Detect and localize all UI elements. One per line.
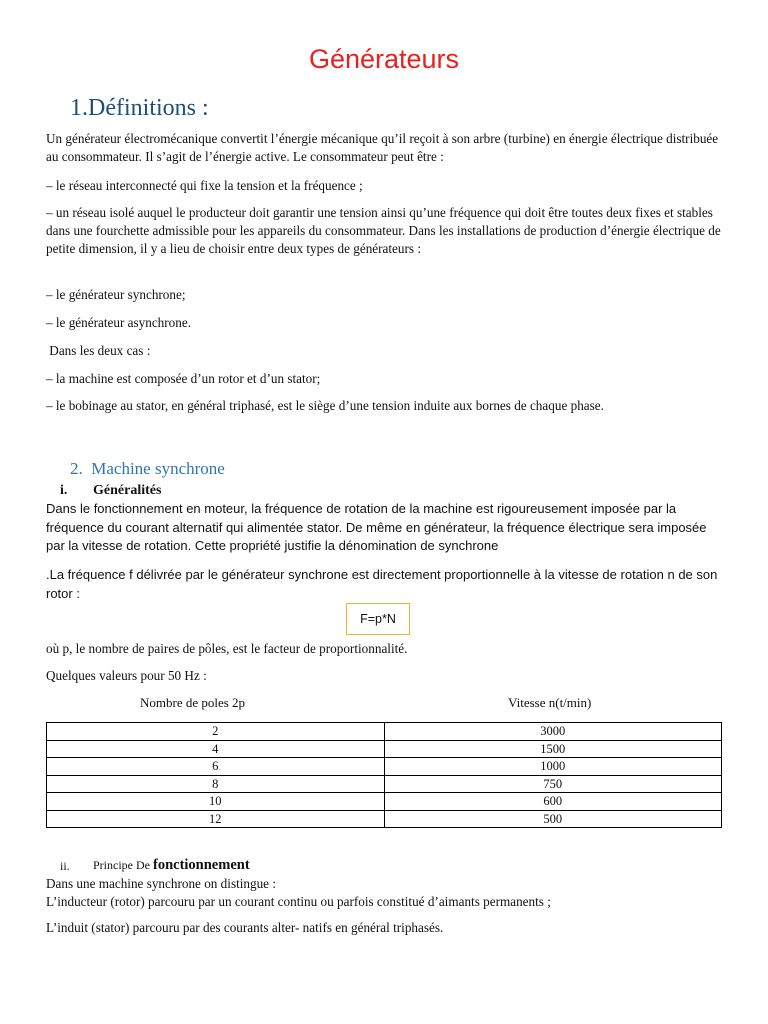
subsection-heading-bold: fonctionnement	[152, 857, 250, 873]
table-column-header: Vitesse n(t/min)	[508, 695, 592, 710]
formula-box: F=p*N	[346, 603, 410, 635]
list-item: – le générateur synchrone;	[46, 287, 186, 302]
table-cell: 4	[47, 740, 385, 758]
table-row	[47, 758, 722, 776]
subsection-number: ii.	[60, 859, 70, 873]
list-item: – le réseau interconnecté qui fixe la tension et la fréquence ;	[46, 178, 363, 193]
subsection-heading-generalites: Généralités	[93, 483, 162, 498]
paragraph-induit: L’induit (stator) parcouru par des courants alter- natifs en général triphasés.	[46, 920, 444, 935]
table-cell: 1000	[384, 758, 722, 776]
document-title: Générateurs	[308, 44, 460, 74]
table-row	[47, 723, 722, 741]
subsection-heading-principe	[93, 857, 250, 874]
table-cell: 3000	[384, 723, 722, 741]
table-cell: 6	[47, 758, 385, 776]
paragraph-cases: Dans les deux cas :	[46, 343, 151, 358]
section-heading-machine-synchrone: 2. Machine synchrone	[70, 459, 225, 478]
table-row	[47, 810, 722, 828]
values-table	[46, 722, 722, 828]
table-cell: 2	[47, 723, 385, 741]
table-cell: 10	[47, 793, 385, 811]
table-cell: 750	[384, 775, 722, 793]
list-item: – le bobinage au stator, en général triphasé, est le siège d’une tension induite aux bornes de chaque phase.	[46, 398, 604, 413]
table-cell: 8	[47, 775, 385, 793]
paragraph-distingue: Dans une machine synchrone on distingue :	[46, 876, 276, 891]
table-cell: 12	[47, 810, 385, 828]
paragraph-frequence: .La fréquence f délivrée par le générateur synchrone est directement proportionnelle à la vitesse de rotation n de son rotor :	[46, 567, 718, 601]
paragraph-generalites: Dans le fonctionnement en moteur, la fréquence de rotation de la machine est rigoureusement imposée par la fréquence du courant alternatif qui alimentée stator. De même en générateur, la fréquence électrique sera imposée par la vitesse de rotation. Cette propriété justifie la dénomination de synchrone	[46, 501, 707, 553]
table-row	[47, 775, 722, 793]
table-column-header: Nombre de poles 2p	[140, 695, 246, 710]
paragraph-inducteur: L’inducteur (rotor) parcouru par un courant continu ou parfois constitué d’aimants permanents ;	[46, 894, 551, 909]
list-item: – un réseau isolé auquel le producteur doit garantir une tension ainsi qu’une fréquence qui doit être toutes deux fixes et stables dans une fourchette admissible pour les appareils du consommateur. Dans les installations de production d’énergie électrique de petite dimension, il y a lieu de choisir entre deux types de générateurs :	[46, 205, 721, 256]
subsection-number: i.	[60, 483, 68, 498]
table-cell: 1500	[384, 740, 722, 758]
table-row	[47, 793, 722, 811]
paragraph-values-intro: Quelques valeurs pour 50 Hz :	[46, 668, 207, 683]
subsection-heading-prefix: Principe De	[93, 858, 153, 872]
paragraph-intro: Un générateur électromécanique convertit l’énergie mécanique qu’il reçoit à son arbre (turbine) en énergie électrique distribuée au consommateur. Il s’agit de l’énergie active. Le consommateur peut être :	[46, 131, 719, 164]
paragraph-formula-explanation: où p, le nombre de paires de pôles, est le facteur de proportionnalité.	[46, 641, 408, 656]
table-cell: 500	[384, 810, 722, 828]
list-item: – la machine est composée d’un rotor et d’un stator;	[46, 371, 321, 386]
table-cell: 600	[384, 793, 722, 811]
section-heading-definitions: 1.Définitions :	[70, 95, 209, 121]
table-row	[47, 740, 722, 758]
list-item: – le générateur asynchrone.	[46, 315, 191, 330]
